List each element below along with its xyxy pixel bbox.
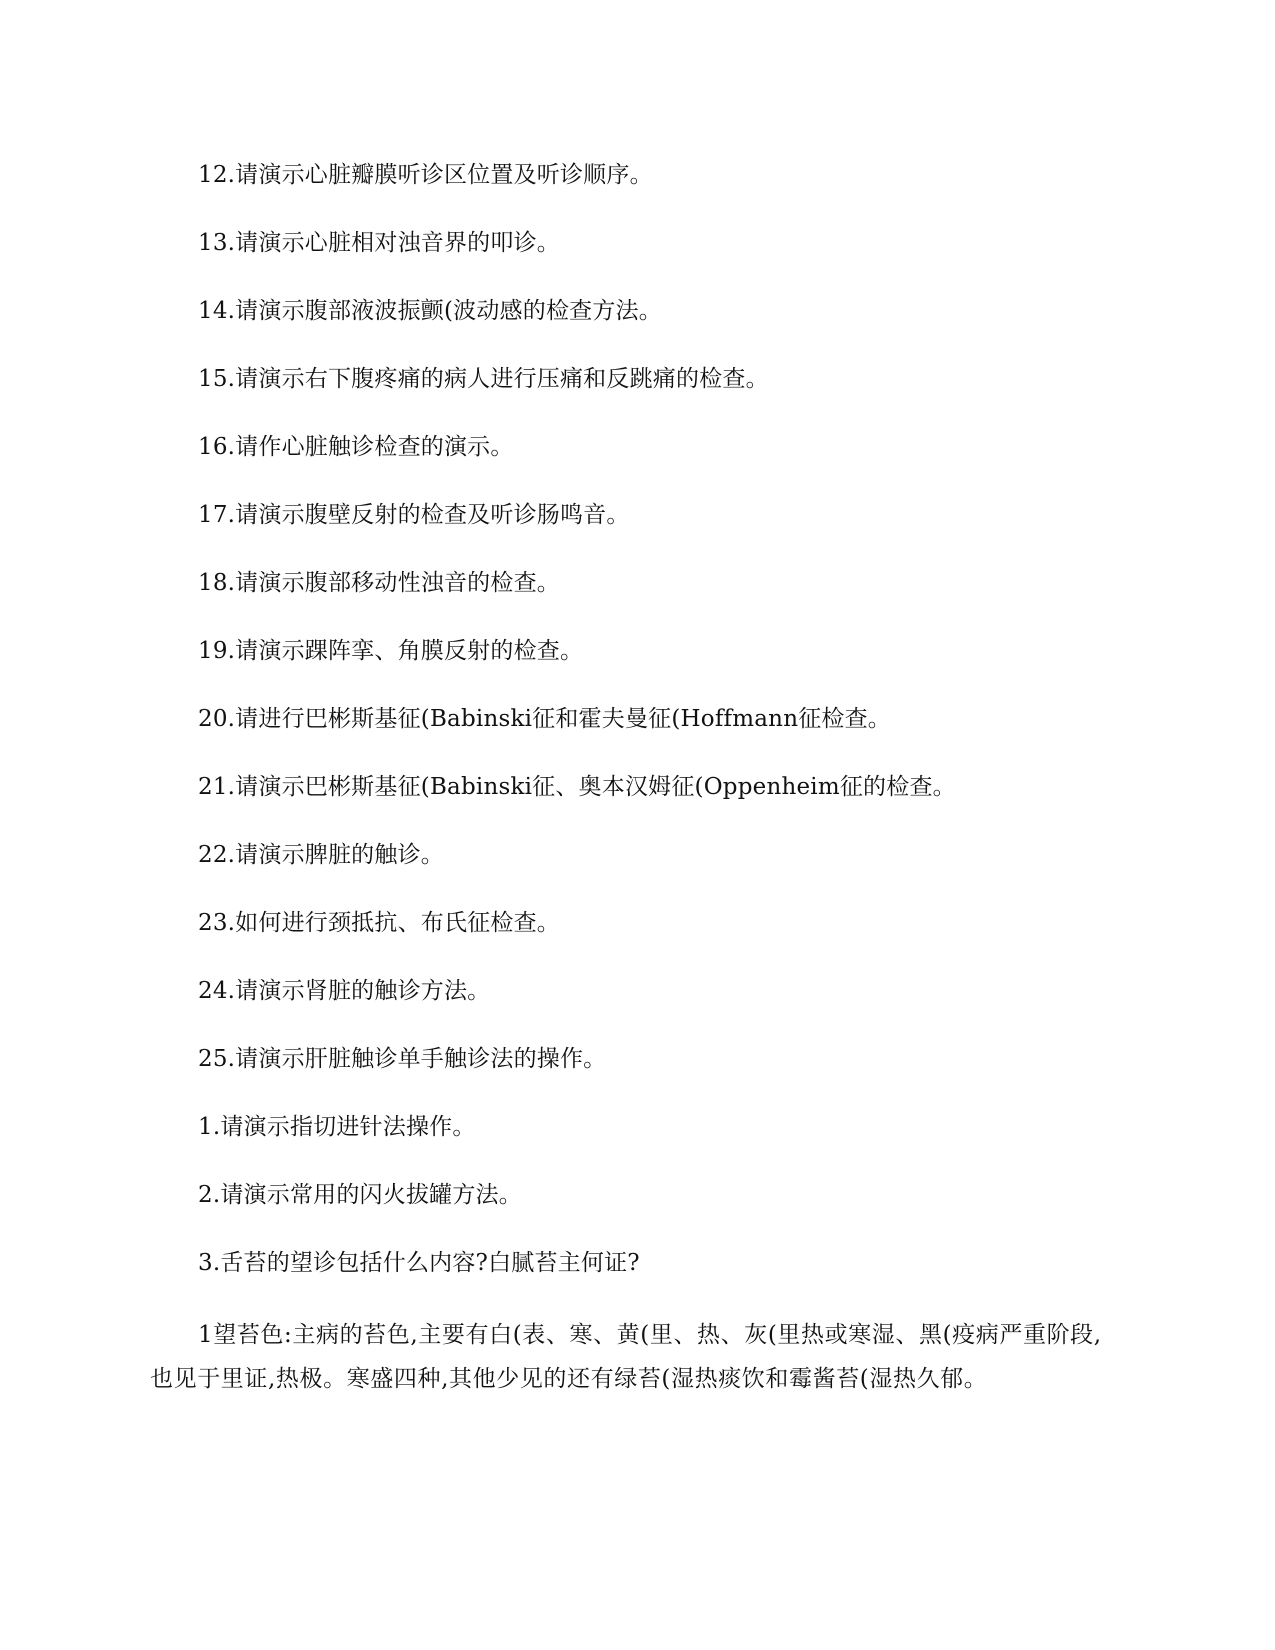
acupuncture-question-2: 2.请演示常用的闪火拔罐方法。 (198, 1182, 522, 1208)
question-12: 12.请演示心脏瓣膜听诊区位置及听诊顺序。 (198, 162, 653, 188)
question-16: 16.请作心脏触诊检查的演示。 (198, 434, 514, 460)
question-21: 21.请演示巴彬斯基征(Babinski征、奥本汉姆征(Oppenheim征的检查。 (198, 774, 956, 800)
acupuncture-question-1: 1.请演示指切进针法操作。 (198, 1114, 476, 1140)
question-14: 14.请演示腹部液波振颤(波动感的检查方法。 (198, 298, 662, 324)
question-20: 20.请进行巴彬斯基征(Babinski征和霍夫曼征(Hoffmann征检查。 (198, 706, 892, 732)
question-15: 15.请演示右下腹疼痛的病人进行压痛和反跳痛的检查。 (198, 366, 769, 392)
question-25: 25.请演示肝脏触诊单手触诊法的操作。 (198, 1046, 607, 1072)
question-19: 19.请演示踝阵挛、角膜反射的检查。 (198, 638, 584, 664)
question-18: 18.请演示腹部移动性浊音的检查。 (198, 570, 560, 596)
question-13: 13.请演示心脏相对浊音界的叩诊。 (198, 230, 560, 256)
answer-paragraph (150, 1313, 1110, 1401)
question-23: 23.如何进行颈抵抗、布氏征检查。 (198, 910, 560, 936)
question-22: 22.请演示脾脏的触诊。 (198, 842, 444, 868)
question-17: 17.请演示腹壁反射的检查及听诊肠鸣音。 (198, 502, 630, 528)
acupuncture-question-3: 3.舌苔的望诊包括什么内容?白腻苔主何证? (198, 1250, 640, 1276)
question-24: 24.请演示肾脏的触诊方法。 (198, 978, 491, 1004)
answer-paragraph-text: 1望苔色:主病的苔色,主要有白(表、寒、黄(里、热、灰(里热或寒湿、黑(疫病严重阶段,也见于里证,热极。寒盛四种,其他少见的还有绿苔(湿热痰饮和霉酱苔(湿热久郁。 (150, 1322, 1102, 1392)
